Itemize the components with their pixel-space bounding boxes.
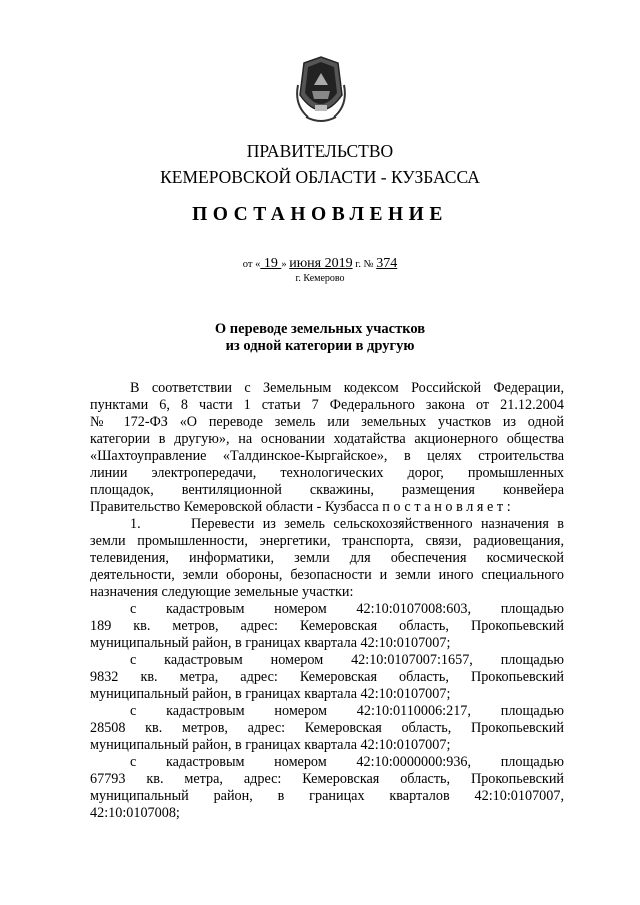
body-line	[90, 499, 564, 516]
parcel-line: 189 кв. метров, адрес: Кемеровская область, Прокопьевский	[90, 618, 564, 634]
body-line: площадок, вентиляционной скважины, размещения конвейера	[90, 482, 564, 498]
document-subject	[0, 321, 640, 355]
document-number: 374	[376, 256, 398, 271]
subject-line1: О переводе земельных участков	[214, 321, 426, 337]
body-line: № 172-ФЗ «О переводе земель или земельных участков из одной	[90, 414, 564, 430]
parcel-line: 67793 кв. метра, адрес: Кемеровская область, Прокопьевский	[90, 771, 564, 787]
parcel-line: 42:10:0107008;	[90, 805, 180, 821]
government-title-line1: ПРАВИТЕЛЬСТВО	[246, 141, 394, 161]
year-number-label: г. №	[352, 259, 377, 270]
body-text: Правительство Кемеровской области - Кузбасса	[90, 499, 383, 515]
government-title-line2: КЕМЕРОВСКОЙ ОБЛАСТИ - КУЗБАССА	[160, 167, 480, 187]
item1-line: назначения следующие земельные участки:	[90, 584, 354, 600]
body-line: пунктами 6, 8 части 1 статьи 7 Федерального закона от 21.12.2004	[90, 397, 564, 413]
parcel-line: 28508 кв. метров, адрес: Кемеровская область, Прокопьевский	[90, 720, 564, 736]
date-prefix: от «	[242, 259, 261, 270]
item1-line: телевидения, информатики, земли для обеспечения космической	[90, 550, 564, 566]
resolves-word: постановляет:	[382, 499, 515, 515]
body-line: линии электропередачи, технологических дорог, промышленных	[90, 465, 564, 481]
body-line: категории в другую», на основании ходатайства акционерного общества	[90, 431, 564, 447]
parcel-line: муниципальный район, в границах квартала 42:10:0107007;	[90, 737, 451, 753]
document-type-title: ПОСТАНОВЛЕНИЕ	[192, 204, 448, 225]
parcel-line: с кадастровым номером 42:10:0107007:1657, площадью	[130, 652, 564, 668]
parcel-line: 9832 кв. метра, адрес: Кемеровская область, Прокопьевский	[90, 669, 564, 685]
item1-line: деятельности, земли обороны, безопасности и земли иного специального	[90, 567, 564, 583]
parcel-line: с кадастровым номером 42:10:0000000:936, площадью	[130, 754, 564, 770]
body-line: В соответствии с Земельным кодексом Российской Федерации,	[130, 380, 564, 396]
parcel-line: с кадастровым номером 42:10:0107008:603, площадью	[130, 601, 564, 617]
date-day: 19	[260, 256, 282, 271]
parcel-line: муниципальный район, в границах кварталов 42:10:0107007,	[90, 788, 564, 804]
date-month-year: июня 2019	[289, 256, 353, 271]
document-body	[90, 380, 564, 822]
parcel-line: муниципальный район, в границах квартала 42:10:0107007;	[90, 635, 451, 651]
body-line: «Шахтоуправление «Талдинское-Кыргайское», в целях строительства	[90, 448, 564, 464]
parcel-line: муниципальный район, в границах квартала 42:10:0107007;	[90, 686, 451, 702]
item1-line: земли промышленности, энергетики, транспорта, связи, радиовещания,	[90, 533, 564, 549]
parcel-line: с кадастровым номером 42:10:0110006:217, площадью	[130, 703, 564, 719]
city: г. Кемерово	[295, 273, 345, 284]
coat-of-arms-emblem	[294, 55, 348, 127]
subject-line2: из одной категории в другую	[225, 338, 415, 354]
date-number-line	[0, 256, 640, 272]
item1-line: 1. Перевести из земель сельскохозяйственного назначения в	[130, 516, 564, 532]
date-sep: »	[281, 259, 290, 270]
